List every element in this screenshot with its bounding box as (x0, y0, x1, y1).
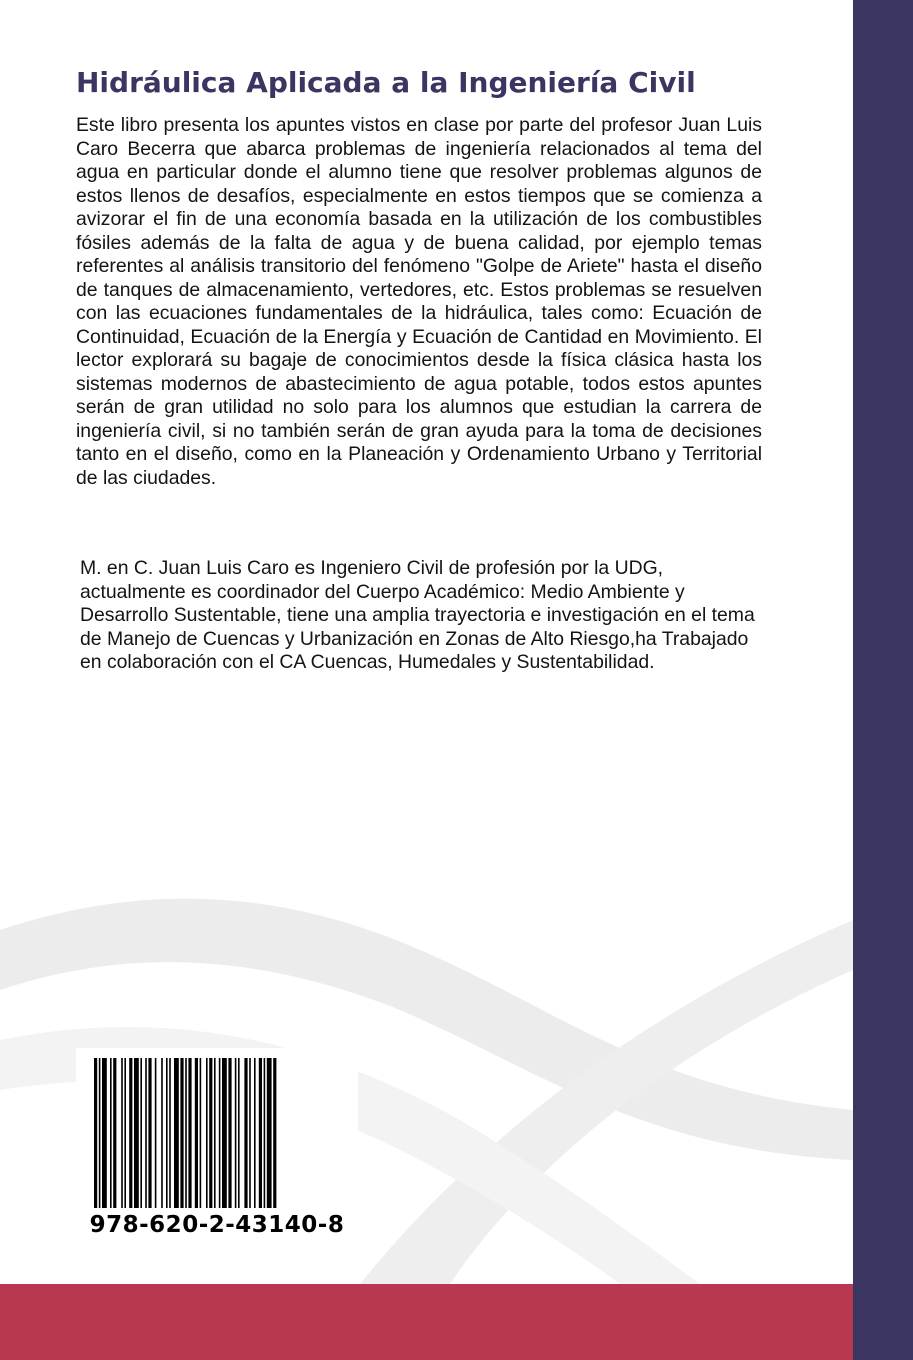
barcode-bar (214, 1058, 216, 1208)
barcode-bar (254, 1058, 256, 1208)
barcode-bar (185, 1058, 187, 1208)
barcode-bar (145, 1058, 147, 1208)
barcode-bar (238, 1058, 240, 1208)
barcode-bar (267, 1058, 272, 1208)
barcode-bar (249, 1058, 251, 1208)
barcode-bar (148, 1058, 151, 1208)
spine-bar (853, 0, 913, 1360)
barcode-bar (140, 1058, 142, 1208)
barcode-bar (228, 1058, 231, 1208)
isbn-number: 978-620-2-43140-8 (89, 1212, 345, 1238)
barcode-bar (188, 1058, 191, 1208)
barcode-bar (264, 1058, 266, 1208)
author-bio: M. en C. Juan Luis Caro es Ingeniero Civil de profesión por la UDG, actualmente es coordinador del Cuerpo Académico: Medio Ambiente y Desarrollo Sustentable, tiene una amplia trayectoria e investigación en el tema de Manejo de Cuencas y Urbanización en Zonas de Alto Riesgo,ha Trabajado en colaboración con el CA Cuencas, Humedales y Sustentabilidad. (80, 557, 755, 673)
barcode-bar (174, 1058, 179, 1208)
barcode-bar (134, 1058, 139, 1208)
book-title: Hidráulica Aplicada a la Ingeniería Civil (76, 66, 696, 99)
barcode-bar (155, 1058, 157, 1208)
barcode-bar (209, 1058, 212, 1208)
barcode-bar (219, 1058, 221, 1208)
barcode-bar (235, 1058, 237, 1208)
barcode-bar (121, 1058, 123, 1208)
barcode-bar (99, 1058, 101, 1208)
barcode-bar (129, 1058, 132, 1208)
barcode-bar (273, 1058, 276, 1208)
barcode-bar (180, 1058, 183, 1208)
barcode-bar (259, 1058, 262, 1208)
book-description: Este libro presenta los apuntes vistos en clase por parte del profesor Juan Luis Caro Becerra que abarca problemas de ingeniería relacionados al tema del agua en particular donde el alumno tiene que resolver problemas algunos de estos llenos de desafíos, especialmente en estos tiempos que se comienza a avizorar el fin de una economía basada en la utilización de los combustibles fósiles además de la falta de agua y de buena calidad, por ejemplo temas referentes al análisis transitorio del fenómeno "Golpe de Ariete" hasta el diseño de tanques de almacenamiento, vertedores, etc. Estos problemas se resuelven con las ecuaciones fundamentales de la hidráulica, tales como: Ecuación de Continuidad, Ecuación de la Energía y Ecuación de Cantidad en Movimiento. El lector explorará su bagaje de conocimientos desde la física clásica hasta los sistemas modernos de abastecimiento de agua potable, todos estos apuntes serán de gran utilidad no solo para los alumnos que estudian la carrera de ingeniería civil, si no también serán de gran ayuda para la toma de decisiones tanto en el diseño, como en la Planeación y Ordenamiento Urbano y Territorial de las ciudades. (76, 114, 762, 489)
barcode-bar (200, 1058, 202, 1208)
barcode (92, 1058, 342, 1208)
barcode-bar (195, 1058, 198, 1208)
barcode-bar (124, 1058, 126, 1208)
barcode-bar (206, 1058, 208, 1208)
bottom-color-band (0, 1284, 853, 1360)
barcode-bar (110, 1058, 112, 1208)
barcode-bar (166, 1058, 168, 1208)
barcode-bar (94, 1058, 97, 1208)
barcode-bar (222, 1058, 227, 1208)
barcode-bar (102, 1058, 107, 1208)
barcode-bar (161, 1058, 163, 1208)
barcode-bar (113, 1058, 116, 1208)
barcode-bar (169, 1058, 171, 1208)
barcode-panel (76, 1048, 358, 1254)
barcode-bar (244, 1058, 247, 1208)
